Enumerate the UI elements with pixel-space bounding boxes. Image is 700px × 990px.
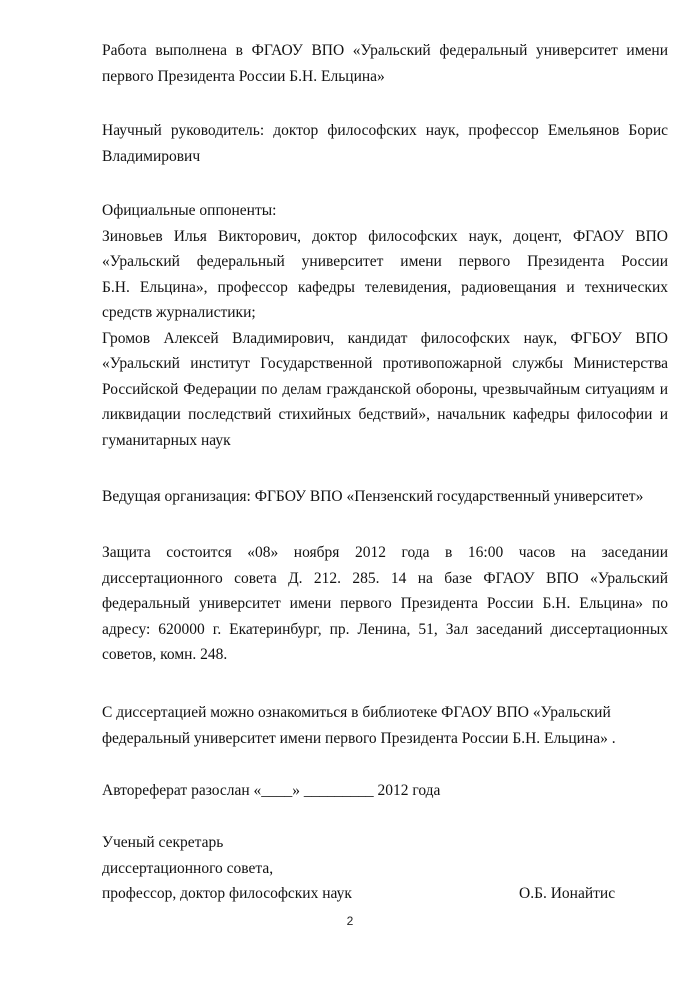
secretary-block <box>102 830 668 881</box>
opponents-heading: Официальные оппоненты: <box>102 202 277 219</box>
work-done-paragraph <box>102 38 668 89</box>
opponents-line-5: Громов Алексей Владимирович, кандидат философских наук, ФГБОУ ВПО <box>102 329 668 347</box>
opponents-line-9: гуманитарных наук <box>102 431 231 449</box>
page-number: 2 <box>346 914 354 928</box>
defense-line-5: советов, комн. 248. <box>102 646 228 663</box>
abstract-sent <box>102 778 668 804</box>
opponents-line-2: «Уральский федеральный университет имени первого Президента России <box>102 253 668 270</box>
work-done-line-2: первого Президента России Б.Н. Ельцина» <box>102 67 385 85</box>
opponents-line-1: Зиновьев Илья Викторович, доктор философских наук, доцент, ФГАОУ ВПО <box>102 227 668 245</box>
defense-line-4: адресу: 620000 г. Екатеринбург, пр. Ленина, 51, Зал заседаний диссертационных <box>102 620 668 638</box>
work-done-line-1: Работа выполнена в ФГАОУ ВПО «Уральский федеральный университет имени <box>102 42 668 59</box>
defense-line-3: федеральный университет имени первого Президента России Б.Н. Ельцина» по <box>102 595 668 612</box>
supervisor-line-1: Научный руководитель: доктор философских наук, профессор Емельянов Борис <box>102 122 668 139</box>
opponents-line-6: «Уральский институт Государственной противопожарной службы Министерства <box>102 355 668 372</box>
opponents-line-3: Б.Н. Ельцина», профессор кафедры телевидения, радиовещания и технических <box>102 278 668 296</box>
defense-paragraph <box>102 540 668 668</box>
opponents-section <box>102 198 668 453</box>
supervisor-line-2: Владимирович <box>102 147 201 165</box>
library-line-1: С диссертацией можно ознакомиться в библиотеке ФГАОУ ВПО «Уральский <box>102 704 611 721</box>
library-paragraph <box>102 700 668 751</box>
supervisor-paragraph <box>102 118 668 169</box>
defense-line-1: Защита состоится «08» ноября 2012 года в 16:00 часов на заседании <box>102 544 668 561</box>
abstract-sent-text: Автореферат разослан «____» _________ 2012 года <box>102 782 441 799</box>
secretary-title: Ученый секретарь <box>102 834 224 851</box>
leading-organization <box>102 484 668 510</box>
secretary-signature-row <box>102 881 668 907</box>
secretary-council: диссертационного совета, <box>102 859 274 877</box>
opponents-line-8: ликвидации последствий стихийных бедствий», начальник кафедры философии и <box>102 406 668 423</box>
opponents-line-7: Российской Федерации по делам гражданской обороны, чрезвычайным ситуациям и <box>102 380 668 398</box>
secretary-name: О.Б. Ионайтис <box>519 885 616 902</box>
secretary-degree: профессор, доктор философских наук <box>102 885 352 902</box>
leading-organization-text: Ведущая организация: ФГБОУ ВПО «Пензенский государственный университет» <box>102 488 644 505</box>
defense-line-2: диссертационного совета Д. 212. 285. 14 на базе ФГАОУ ВПО «Уральский <box>102 569 668 587</box>
library-line-2: федеральный университет имени первого Президента России Б.Н. Ельцина» . <box>102 729 616 747</box>
opponents-line-4: средств журналистики; <box>102 304 256 321</box>
